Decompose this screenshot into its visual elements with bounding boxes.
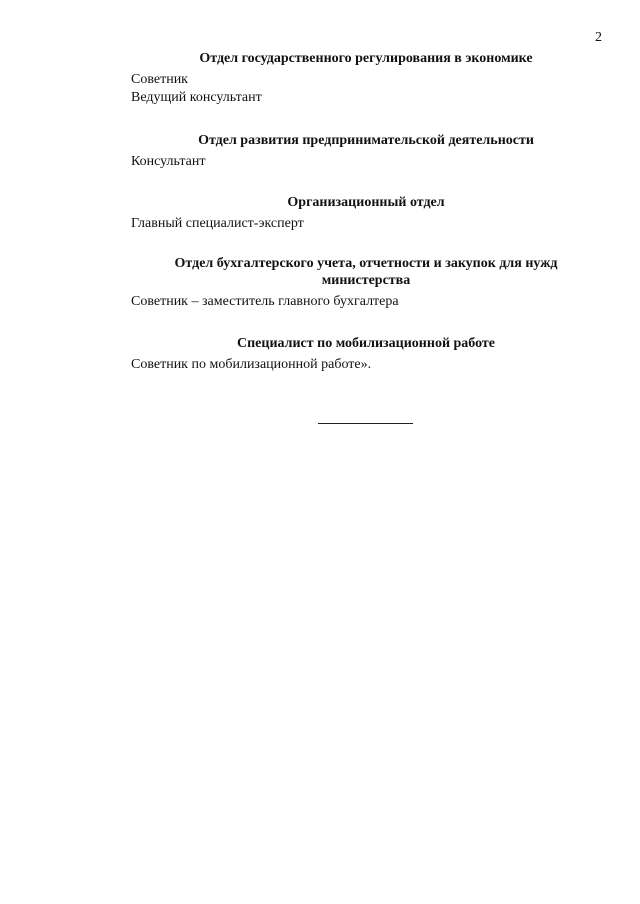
section-state-regulation xyxy=(131,50,601,107)
position-item: Советник – заместитель главного бухгалтера xyxy=(131,294,399,309)
position-item: Советник xyxy=(131,72,188,87)
section-heading: Отдел государственного регулирования в экономике xyxy=(199,51,533,66)
section-heading-line: министерства xyxy=(321,273,411,288)
section-heading: Отдел развития предпринимательской деятельности xyxy=(198,133,534,148)
end-divider xyxy=(318,423,413,424)
section-heading-line: Отдел бухгалтерского учета, отчетности и закупок для нужд xyxy=(174,256,558,271)
position-item: Главный специалист-эксперт xyxy=(131,216,304,231)
section-organizational xyxy=(131,194,601,233)
section-heading: Организационный отдел xyxy=(287,195,445,210)
section-heading: Специалист по мобилизационной работе xyxy=(236,336,496,351)
section-accounting xyxy=(131,255,601,311)
section-entrepreneurship xyxy=(131,132,601,171)
section-mobilization xyxy=(131,335,601,374)
page-number: 2 xyxy=(595,30,602,45)
document-body xyxy=(131,50,601,374)
position-item: Советник по мобилизационной работе». xyxy=(131,357,372,372)
position-item: Ведущий консультант xyxy=(131,90,262,105)
section-heading xyxy=(131,255,601,289)
position-item: Консультант xyxy=(131,154,206,169)
